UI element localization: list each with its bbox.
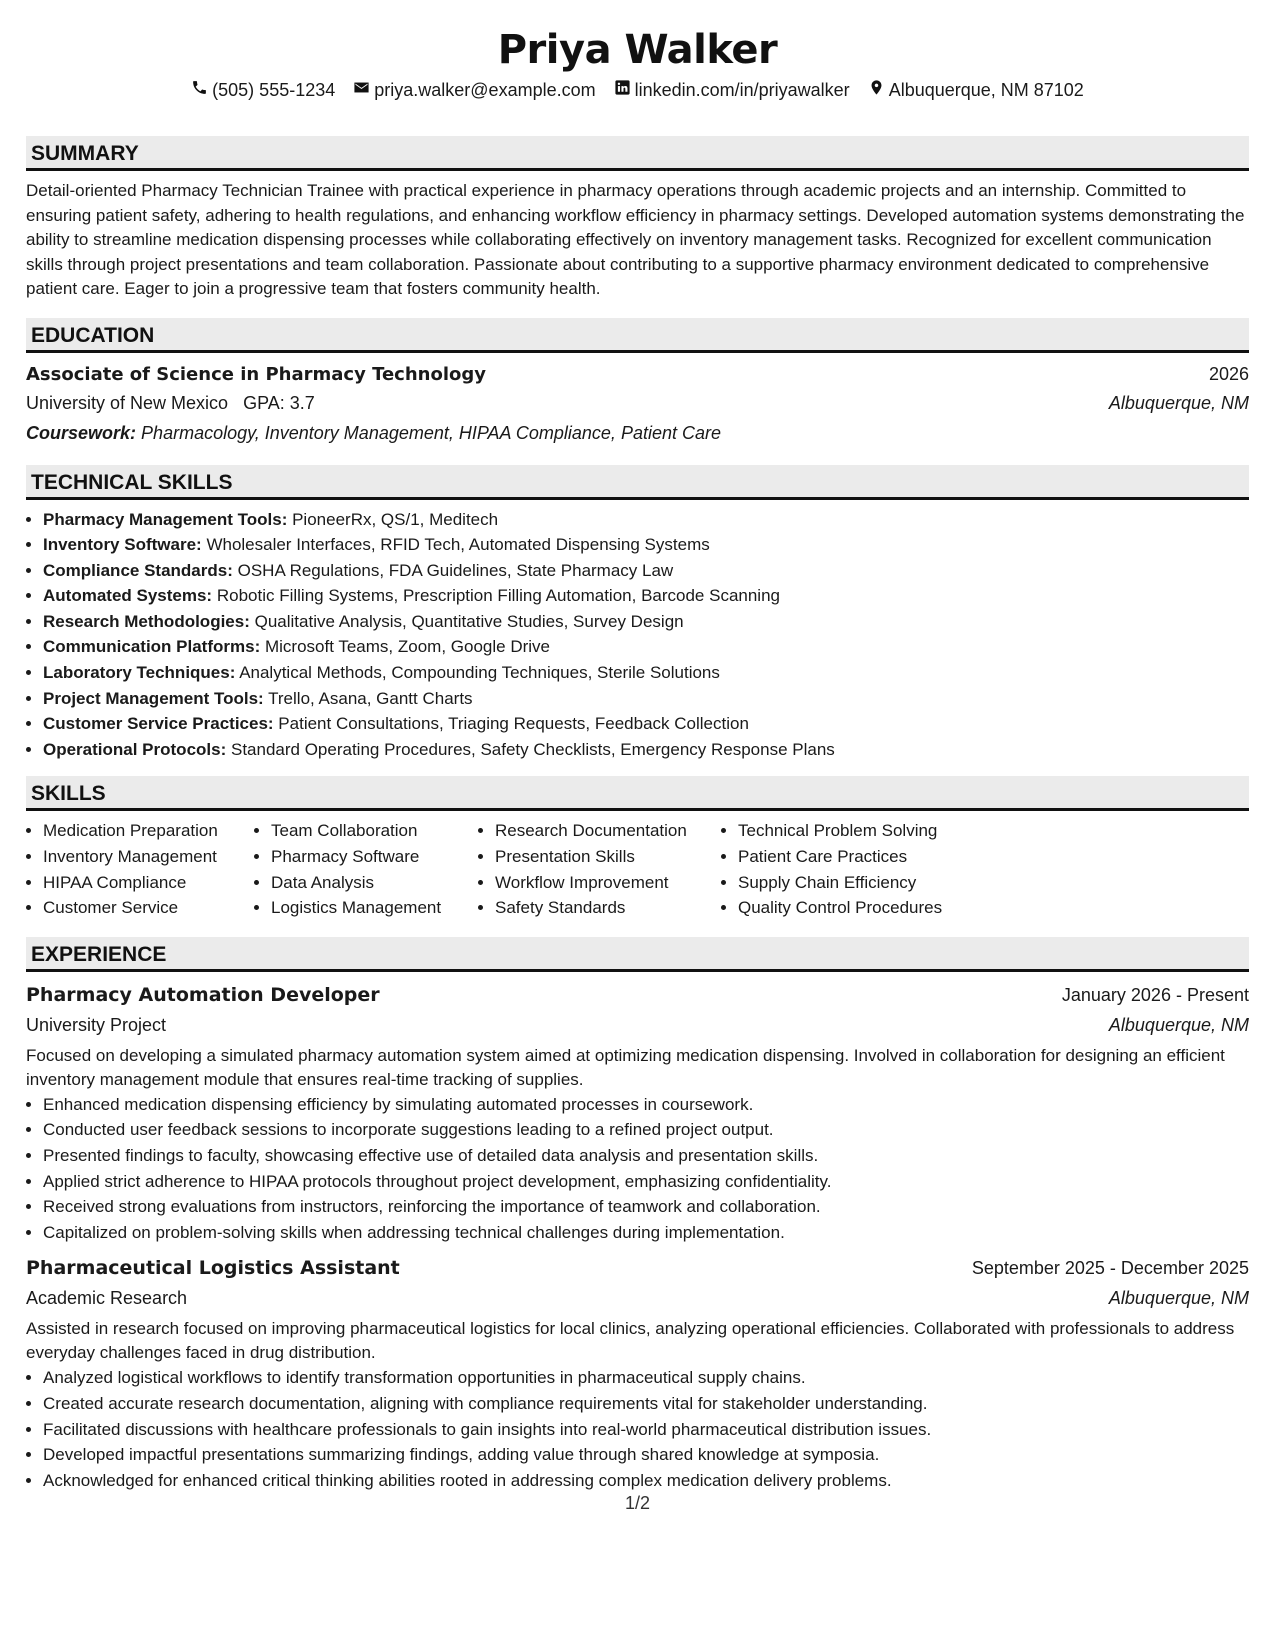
experience-header: EXPERIENCE: [26, 937, 1249, 972]
linkedin-icon: [614, 78, 631, 102]
list-item: [43, 507, 1249, 533]
skill-category: Compliance Standards:: [43, 560, 233, 580]
job-bullets: [26, 1092, 1249, 1246]
contact-location: [868, 78, 1084, 102]
job-title: Pharmaceutical Logistics Assistant: [26, 1257, 400, 1280]
linkedin-text: linkedin.com/in/priyawalker: [634, 80, 850, 100]
job-description: Focused on developing a simulated pharmacy automation system aimed at optimizing medication dispensing. Involved in collaboration for designing an efficient inventory management module that ensures real-time tracking of supplies.: [26, 1045, 1225, 1089]
list-item: [43, 609, 1249, 635]
list-item: • Capitalized on problem-solving skills when addressing technical challenges during implementation.: [43, 1220, 1249, 1246]
list-item: • Received strong evaluations from instructors, reinforcing the importance of teamwork and collaboration.: [43, 1194, 1249, 1220]
list-item: [43, 686, 1249, 712]
skill-item: • Safety Standards: [495, 895, 721, 921]
list-item: • Analyzed logistical workflows to identify transformation opportunities in pharmaceutical supply chains.: [43, 1365, 1249, 1391]
summary-text: Detail-oriented Pharmacy Technician Trainee with practical experience in pharmacy operations through academic projects and an internship. Committed to ensuring patient safety, adhering to health regulations, and enhancing workflow efficiency in pharmacy settings. Developed automation systems demonstrating the ability to streamline medication dispensing processes while collaborating effectively on inventory management tasks. Recognized for excellent communication skills through project presentations and team collaboration. Passionate about contributing to a supportive pharmacy environment dedicated to comprehensive patient care. Eager to join a progressive team that fosters community health.: [26, 181, 1245, 298]
list-item: • Conducted user feedback sessions to incorporate suggestions leading to a refined project output.: [43, 1117, 1249, 1143]
job-entry: [26, 1253, 1249, 1493]
list-item: [43, 634, 1249, 660]
skills-column: [26, 818, 254, 920]
school-name: University of New Mexico: [26, 392, 229, 413]
skill-item: • Research Documentation: [495, 818, 721, 844]
list-item: • Applied strict adherence to HIPAA protocols throughout project development, emphasizing confidentiality.: [43, 1169, 1249, 1195]
skills-column: [254, 818, 478, 920]
skill-category: Customer Service Practices:: [43, 714, 274, 734]
list-item: • Facilitated discussions with healthcare professionals to gain insights into real-world pharmaceutical distribution issues.: [43, 1417, 1249, 1443]
list-item: • Created accurate research documentation, aligning with compliance requirements vital for stakeholder understanding.: [43, 1391, 1249, 1417]
skill-item: • Pharmacy Software: [271, 844, 478, 870]
education-school-row: [26, 388, 1249, 418]
skill-values: Standard Operating Procedures, Safety Checklists, Emergency Response Plans: [230, 739, 835, 759]
list-item: • Enhanced medication dispensing efficiency by simulating automated processes in coursework.: [43, 1092, 1249, 1118]
skill-values: Robotic Filling Systems, Prescription Filling Automation, Barcode Scanning: [216, 586, 780, 606]
skill-category: Inventory Software:: [43, 535, 202, 555]
summary-header: SUMMARY: [26, 136, 1249, 171]
job-title-row: [26, 1253, 1249, 1283]
contact-linkedin[interactable]: [614, 78, 850, 102]
degree-title: Associate of Science in Pharmacy Technology: [26, 363, 486, 385]
skill-values: Analytical Methods, Compounding Techniques, Sterile Solutions: [239, 663, 720, 683]
page-number: 1/2: [624, 1493, 651, 1513]
list-item: • Developed impactful presentations summarizing findings, adding value through shared knowledge at symposia.: [43, 1442, 1249, 1468]
skill-values: Microsoft Teams, Zoom, Google Drive: [264, 637, 550, 657]
list-item: [43, 583, 1249, 609]
job-org-row: [26, 1283, 1249, 1313]
skill-values: Qualitative Analysis, Quantitative Studies, Survey Design: [254, 611, 684, 631]
graduation-year: 2026: [1208, 363, 1249, 384]
skills-grid: [26, 818, 1249, 920]
job-dates: September 2025 - December 2025: [971, 1258, 1249, 1279]
gpa: GPA: 3.7: [243, 392, 315, 413]
skill-values: Wholesaler Interfaces, RFID Tech, Automated Dispensing Systems: [206, 535, 710, 555]
list-item: • Acknowledged for enhanced critical thinking abilities rooted in addressing complex medication delivery problems.: [43, 1468, 1249, 1494]
technical-skills-header: TECHNICAL SKILLS: [26, 465, 1249, 500]
skill-item: • Logistics Management: [271, 895, 478, 921]
coursework: [26, 418, 1249, 448]
skill-category: Research Methodologies:: [43, 611, 250, 631]
list-item: [43, 711, 1249, 737]
skill-item: • HIPAA Compliance: [43, 870, 254, 896]
skill-category: Project Management Tools:: [43, 688, 264, 708]
job-dates: January 2026 - Present: [1061, 984, 1249, 1005]
contact-phone: [191, 78, 335, 102]
list-item: [43, 660, 1249, 686]
education-header: EDUCATION: [26, 318, 1249, 353]
skill-values: Trello, Asana, Gantt Charts: [268, 688, 473, 708]
skill-category: Operational Protocols:: [43, 739, 227, 759]
list-item: [43, 532, 1249, 558]
skills-column: [721, 818, 988, 920]
job-org: University Project: [26, 1014, 167, 1035]
skill-item: • Patient Care Practices: [738, 844, 988, 870]
skill-item: • Customer Service: [43, 895, 254, 921]
job-location: Albuquerque, NM: [1108, 1288, 1249, 1309]
skills-column: [478, 818, 721, 920]
skill-values: PioneerRx, QS/1, Meditech: [292, 509, 499, 529]
coursework-list: Pharmacology, Inventory Management, HIPAA Compliance, Patient Care: [141, 422, 721, 443]
skill-item: • Quality Control Procedures: [738, 895, 988, 921]
skill-values: OSHA Regulations, FDA Guidelines, State Pharmacy Law: [237, 560, 674, 580]
list-item: [43, 558, 1249, 584]
skill-item: • Workflow Improvement: [495, 870, 721, 896]
skill-category: Automated Systems:: [43, 586, 213, 606]
contact-email[interactable]: [353, 78, 595, 102]
skill-item: • Team Collaboration: [271, 818, 478, 844]
technical-skills-list: [26, 507, 1249, 763]
job-org: Academic Research: [26, 1288, 188, 1309]
location-text: Albuquerque, NM 87102: [888, 80, 1084, 100]
job-location: Albuquerque, NM: [1108, 1014, 1249, 1035]
skill-category: Pharmacy Management Tools:: [43, 509, 288, 529]
school-info: [26, 388, 315, 418]
list-item: [43, 737, 1249, 763]
resume-page: [26, 0, 1249, 1513]
phone-text: (505) 555-1234: [212, 80, 336, 100]
job-bullets: [26, 1365, 1249, 1493]
skill-item: • Medication Preparation: [43, 818, 254, 844]
contact-bar: [26, 78, 1249, 102]
phone-icon: [191, 78, 208, 102]
skill-item: • Supply Chain Efficiency: [738, 870, 988, 896]
skill-item: • Inventory Management: [43, 844, 254, 870]
job-title-row: [26, 980, 1249, 1010]
envelope-icon: [353, 78, 370, 102]
skills-header: SKILLS: [26, 776, 1249, 811]
education-degree-row: [26, 361, 1249, 388]
list-item: • Presented findings to faculty, showcasing effective use of detailed data analysis and presentation skills.: [43, 1143, 1249, 1169]
candidate-name: Priya Walker: [497, 27, 778, 73]
coursework-label: Coursework:: [26, 422, 137, 443]
skill-item: • Data Analysis: [271, 870, 478, 896]
skill-item: • Presentation Skills: [495, 844, 721, 870]
email-text: priya.walker@example.com: [374, 80, 596, 100]
school-location: Albuquerque, NM: [1108, 392, 1249, 413]
job-description: Assisted in research focused on improving pharmaceutical logistics for local clinics, analyzing operational efficiencies. Collaborated with professionals to address everyday challenges faced in drug distribution.: [26, 1319, 1235, 1363]
job-org-row: [26, 1010, 1249, 1040]
job-title: Pharmacy Automation Developer: [26, 983, 380, 1006]
skill-item: • Technical Problem Solving: [738, 818, 988, 844]
job-entry: [26, 980, 1249, 1246]
map-pin-icon: [868, 78, 885, 102]
skill-category: Laboratory Techniques:: [43, 663, 236, 683]
skill-values: Patient Consultations, Triaging Requests, Feedback Collection: [278, 714, 749, 734]
skill-category: Communication Platforms:: [43, 637, 261, 657]
